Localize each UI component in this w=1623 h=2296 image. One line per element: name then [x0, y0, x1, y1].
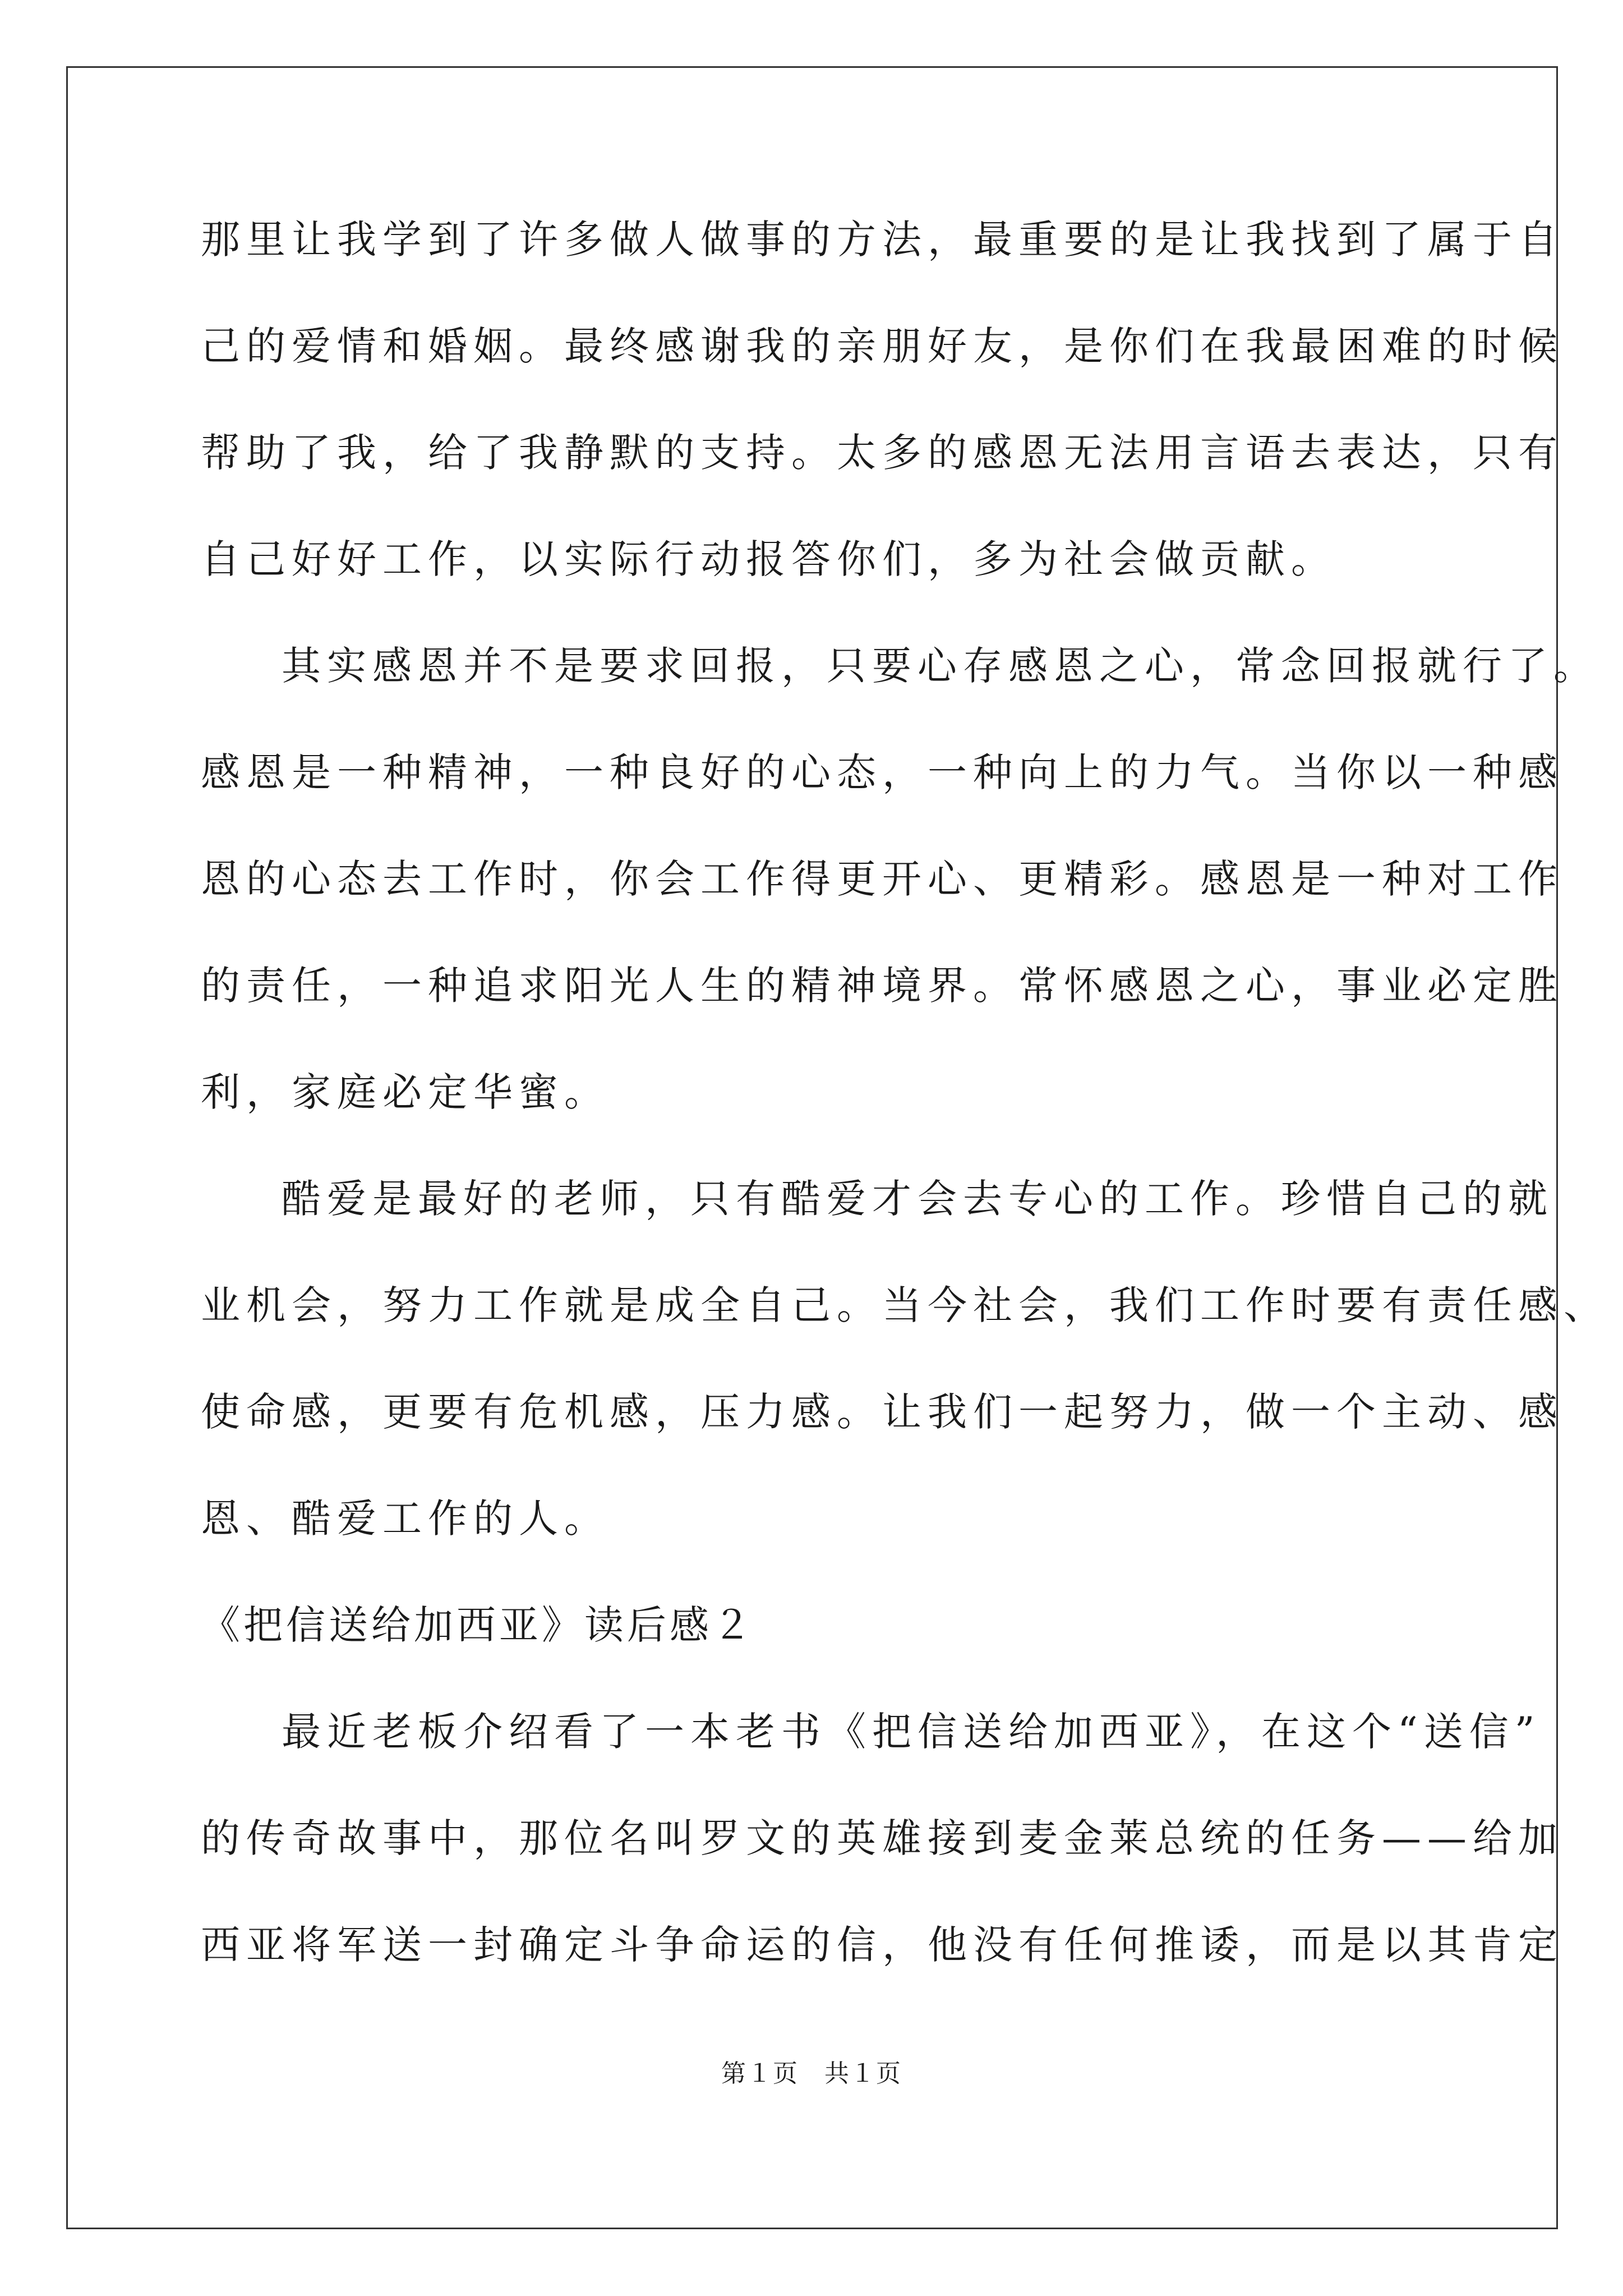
text-line: 的责任，一种追求阳光人生的精神境界。常怀感恩之心，事业必定胜 [201, 963, 1564, 1009]
text-line: 利，家庭必定华蜜。 [201, 1069, 610, 1115]
text-line: 自己好好工作，以实际行动报答你们，多为社会做贡献。 [201, 536, 1336, 582]
text-line: 恩、酷爱工作的人。 [201, 1496, 610, 1542]
paragraph-start-line: 最近老板介绍看了一本老书《把信送给加西亚》，在这个“送信” [282, 1709, 1541, 1755]
text-line: 的传奇故事中，那位名叫罗文的英雄接到麦金莱总统的任务——给加 [201, 1815, 1564, 1861]
text-line: 使命感，更要有危机感，压力感。让我们一起努力，做一个主动、感 [201, 1389, 1564, 1435]
text-line: 那里让我学到了许多做人做事的方法，最重要的是让我找到了属于自 [201, 217, 1564, 263]
text-line: 恩的心态去工作时，你会工作得更开心、更精彩。感恩是一种对工作 [201, 856, 1564, 902]
section-heading: 《把信送给加西亚》读后感２ [201, 1602, 755, 1648]
paragraph-start-line: 其实感恩并不是要求回报，只要心存感恩之心，常念回报就行了。 [282, 643, 1599, 689]
text-line: 帮助了我，给了我静默的支持。太多的感恩无法用言语去表达，只有 [201, 430, 1564, 476]
page-footer: 第１页 共１页 [721, 2059, 902, 2088]
text-line: 己的爱情和婚姻。最终感谢我的亲朋好友，是你们在我最困难的时候 [201, 323, 1564, 369]
paragraph-start-line: 酷爱是最好的老师，只有酷爱才会去专心的工作。珍惜自己的就 [282, 1176, 1553, 1222]
text-line: 西亚将军送一封确定斗争命运的信，他没有任何推诿，而是以其肯定 [201, 1922, 1564, 1968]
document-body [201, 209, 1609, 2021]
text-line: 感恩是一种精神，一种良好的心态，一种向上的力气。当你以一种感 [201, 749, 1564, 795]
text-line: 业机会，努力工作就是成全自己。当今社会，我们工作时要有责任感、 [201, 1282, 1609, 1328]
